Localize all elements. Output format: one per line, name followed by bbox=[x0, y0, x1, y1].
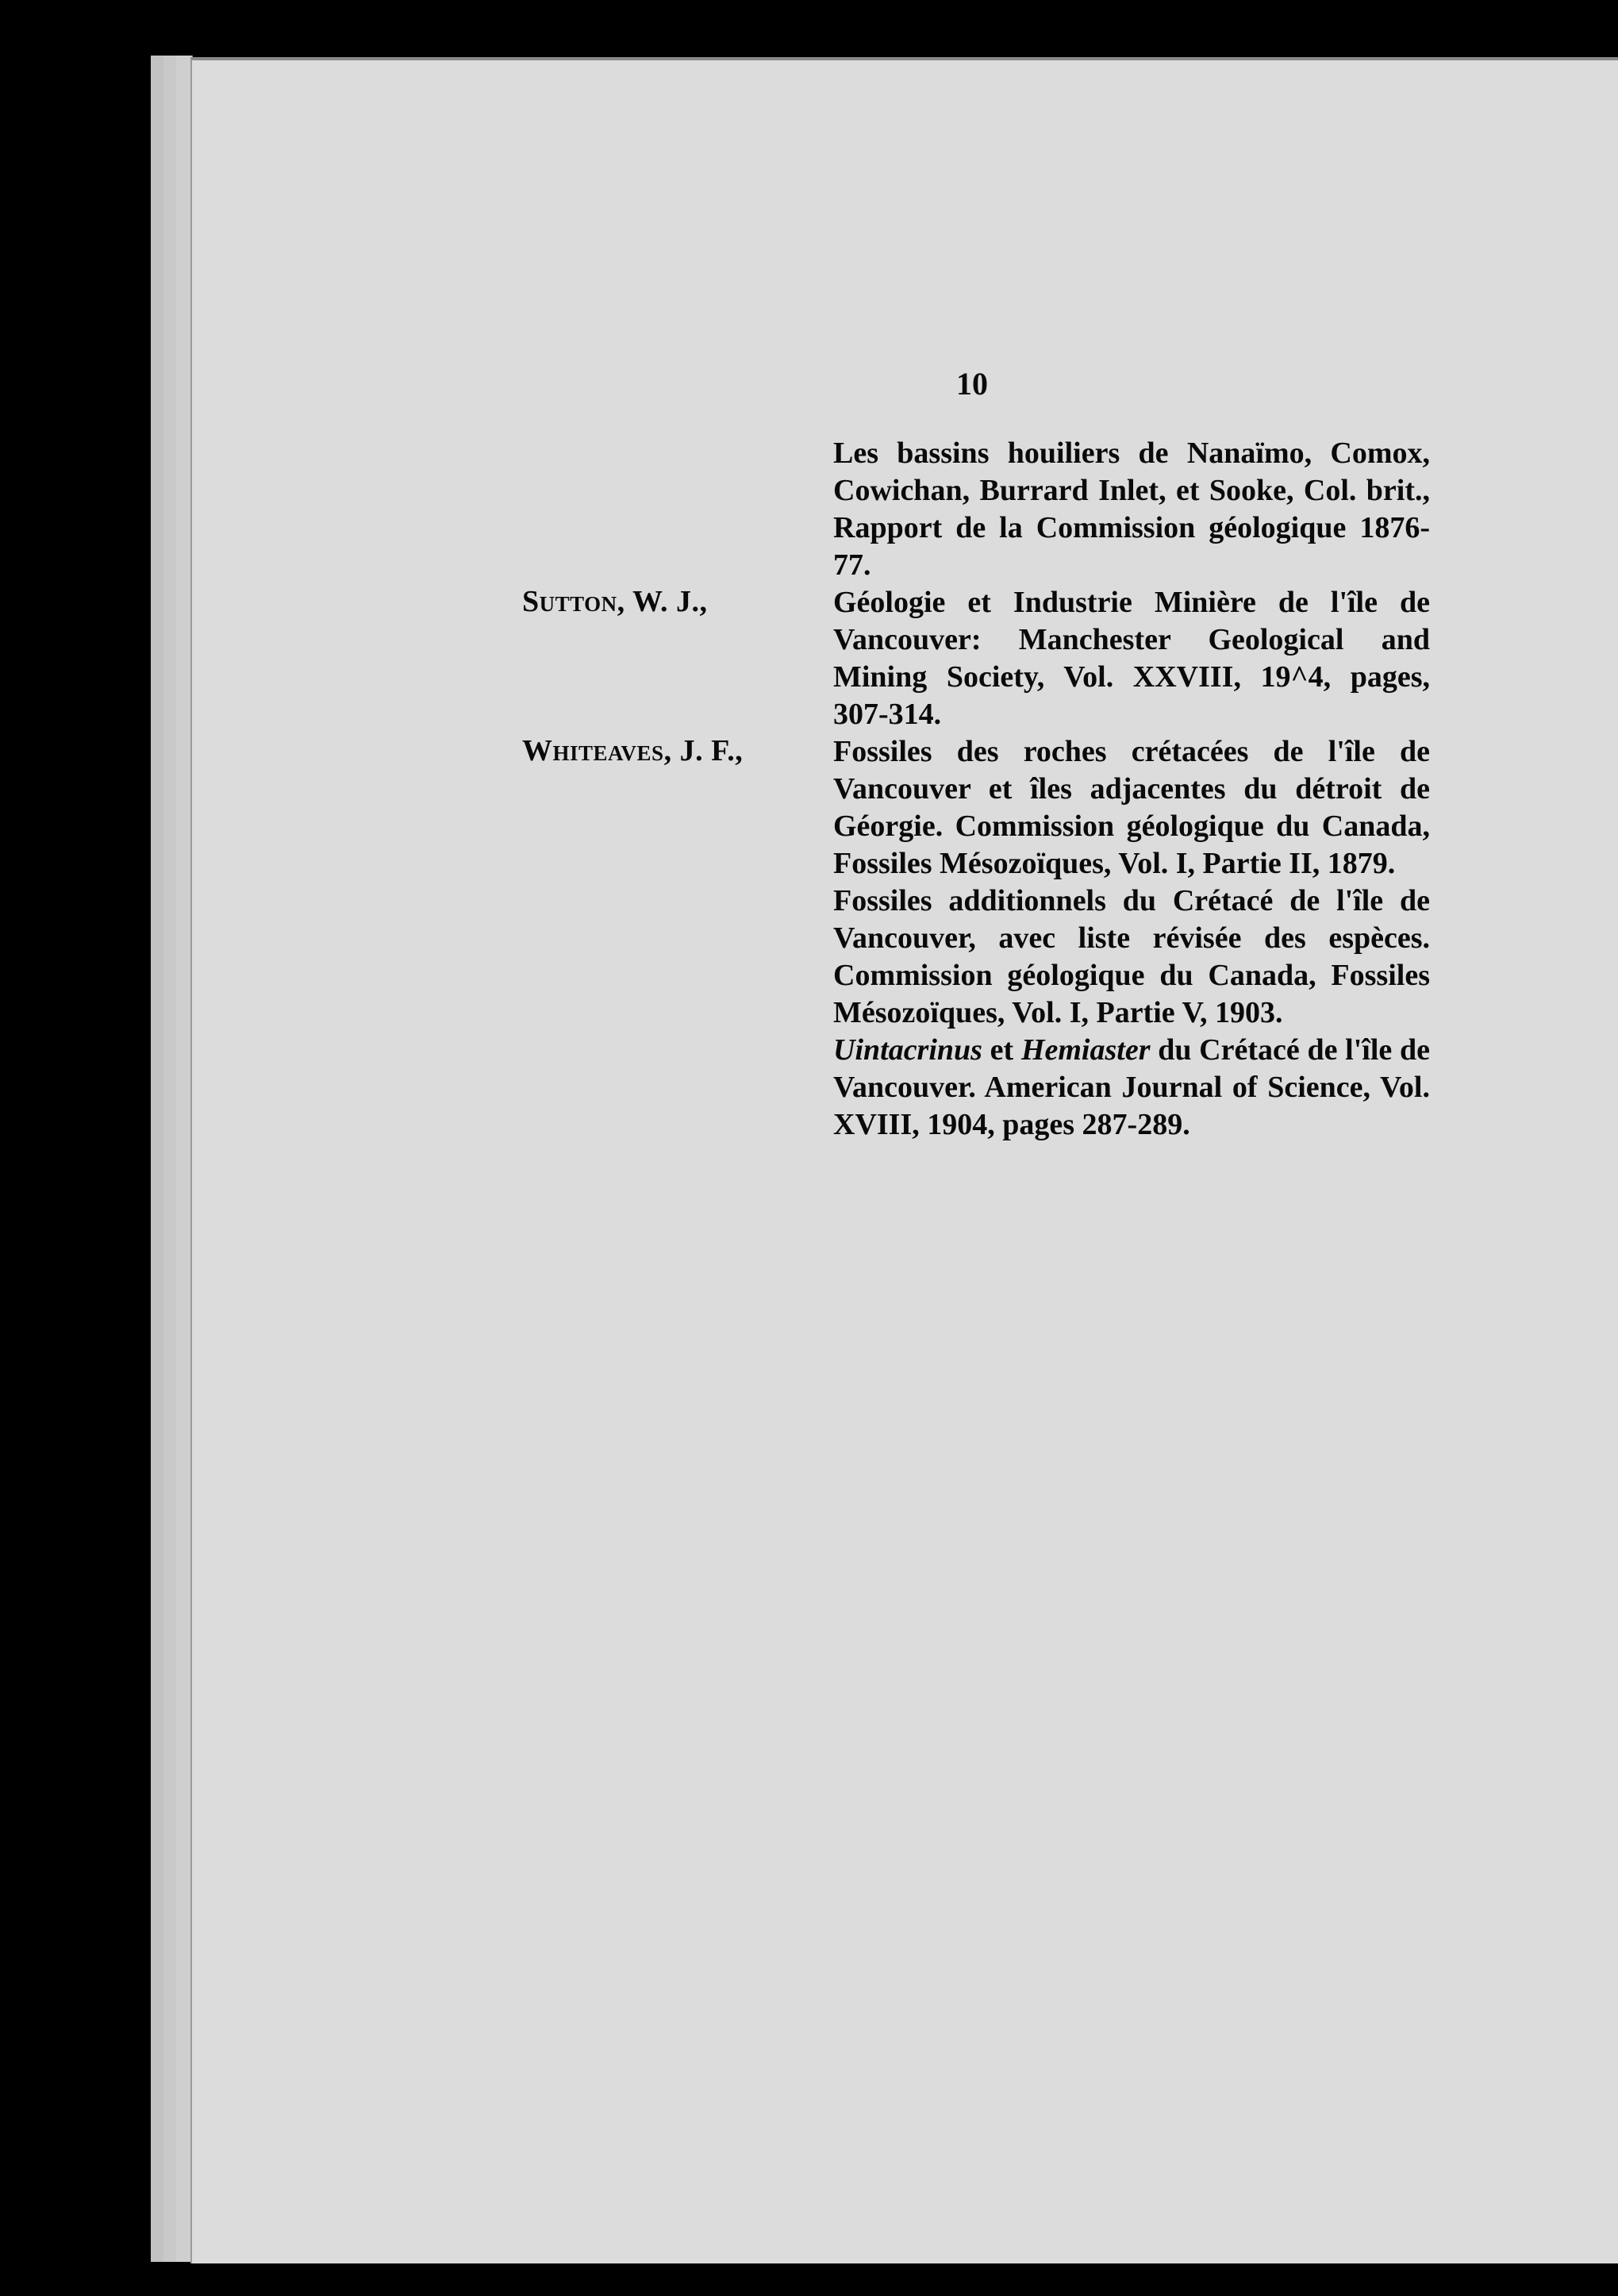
entry-work bbox=[833, 584, 1430, 733]
entry-work bbox=[833, 435, 1430, 584]
work-text: Fossiles des roches crétacées de l'île de Vancouver et îles adjacentes du détroit de Géorgie. Commission géologique du Canada, Fossiles Mésozoïques, Vol. I, Partie II, 1879. bbox=[833, 735, 1430, 880]
entry-work bbox=[833, 1032, 1430, 1144]
document-page bbox=[190, 57, 1618, 2263]
work-text: Les bassins houiliers de Nanaïmo, Comox, Cowichan, Burrard Inlet, et Sooke, Col. brit., Rapport de la Commission géologique 1876-77. bbox=[833, 437, 1430, 582]
bibliography-list bbox=[0, 435, 1618, 1144]
work-italic-title: Hemiaster bbox=[1020, 1033, 1151, 1067]
entry-work bbox=[833, 733, 1430, 883]
entry-work bbox=[833, 883, 1430, 1032]
page-number: 10 bbox=[956, 366, 988, 402]
bibliography-entry bbox=[0, 733, 1618, 1144]
entry-author: Sutton, W. J., bbox=[522, 585, 708, 618]
bibliography-entry bbox=[0, 435, 1618, 584]
work-text: et bbox=[982, 1033, 1021, 1067]
work-text: du Crétacé de l'île de Vancouver. American Journal of Science, Vol. XVIII, 1904, pages 287-289. bbox=[833, 1033, 1430, 1141]
work-text: Fossiles additionnels du Crétacé de l'île de Vancouver, avec liste révisée des espèces. Commission géologique du Canada, Fossiles Mésozoïques, Vol. I, Partie V, 1903. bbox=[833, 884, 1430, 1029]
work-italic-title: Uintacrinus bbox=[833, 1033, 982, 1067]
work-text: Géologie et Industrie Minière de l'île de Vancouver: Manchester Geological and Mining Society, Vol. XXVIII, 19^4, pages, 307-314. bbox=[833, 586, 1430, 731]
entry-author: Whiteaves, J. F., bbox=[522, 734, 744, 767]
bibliography-entry bbox=[0, 584, 1618, 733]
